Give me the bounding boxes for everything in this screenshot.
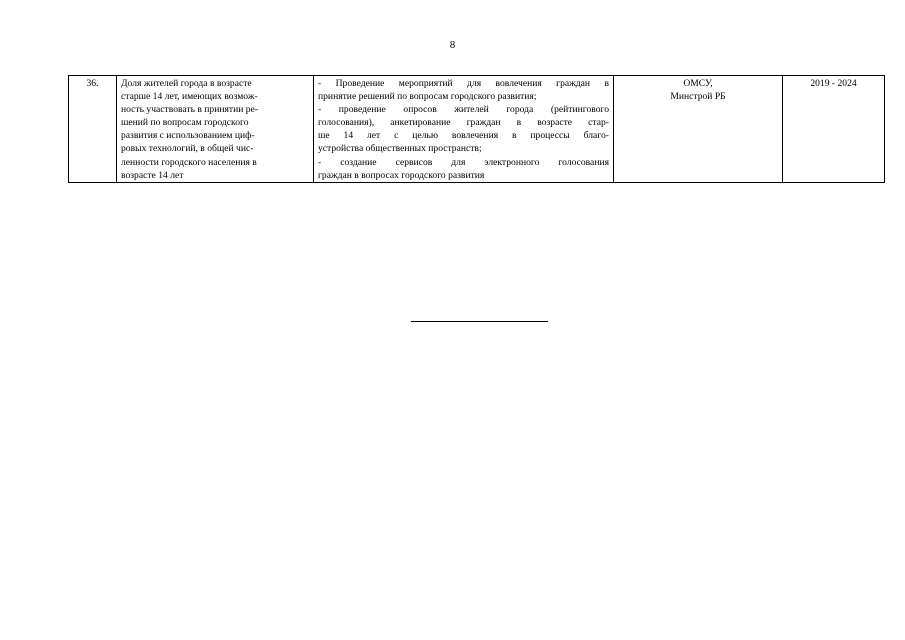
activity-line: - создание сервисов для электронного голосования [318, 156, 609, 168]
activities-cell [314, 76, 614, 183]
indicator-line: шений по вопросам городского [121, 117, 249, 129]
responsible-line: ОМСУ, [683, 78, 713, 89]
indicator-line: Доля жителей города в возрасте [121, 78, 252, 89]
activity-line: устройства общественных пространств; [318, 143, 482, 155]
page-number: 8 [449, 39, 456, 51]
end-separator-line [411, 321, 548, 322]
activity-line: - проведение опросов жителей города (рейтингового [318, 104, 609, 116]
activity-line: - Проведение мероприятий для вовлечения граждан в [318, 78, 609, 89]
indicator-cell [117, 76, 314, 183]
row-number-cell: 36. [69, 76, 117, 183]
activity-line: принятие решений по вопросам городского развития; [318, 91, 537, 103]
activity-line: голосования), анкетирование граждан в возрасте стар- [318, 117, 609, 129]
activity-line: граждан в вопросах городского развития [318, 169, 485, 181]
responsible-line: Минстрой РБ [670, 91, 726, 103]
responsible-cell [614, 76, 783, 183]
activity-line: ше 14 лет с целью вовлечения в процессы благо- [318, 130, 609, 142]
term-cell: 2019 - 2024 [783, 76, 885, 183]
indicator-line: старше 14 лет, имеющих возмож- [121, 91, 258, 103]
indicator-line: развития с использованием циф- [121, 130, 255, 142]
indicator-line: возрасте 14 лет [121, 169, 184, 181]
table-row [69, 76, 885, 183]
indicator-line: ленности городского населения в [121, 156, 257, 168]
indicator-line: ность участвовать в принятии ре- [121, 104, 259, 116]
measures-table [68, 75, 885, 183]
indicator-line: ровых технологий, в общей чис- [121, 143, 254, 155]
